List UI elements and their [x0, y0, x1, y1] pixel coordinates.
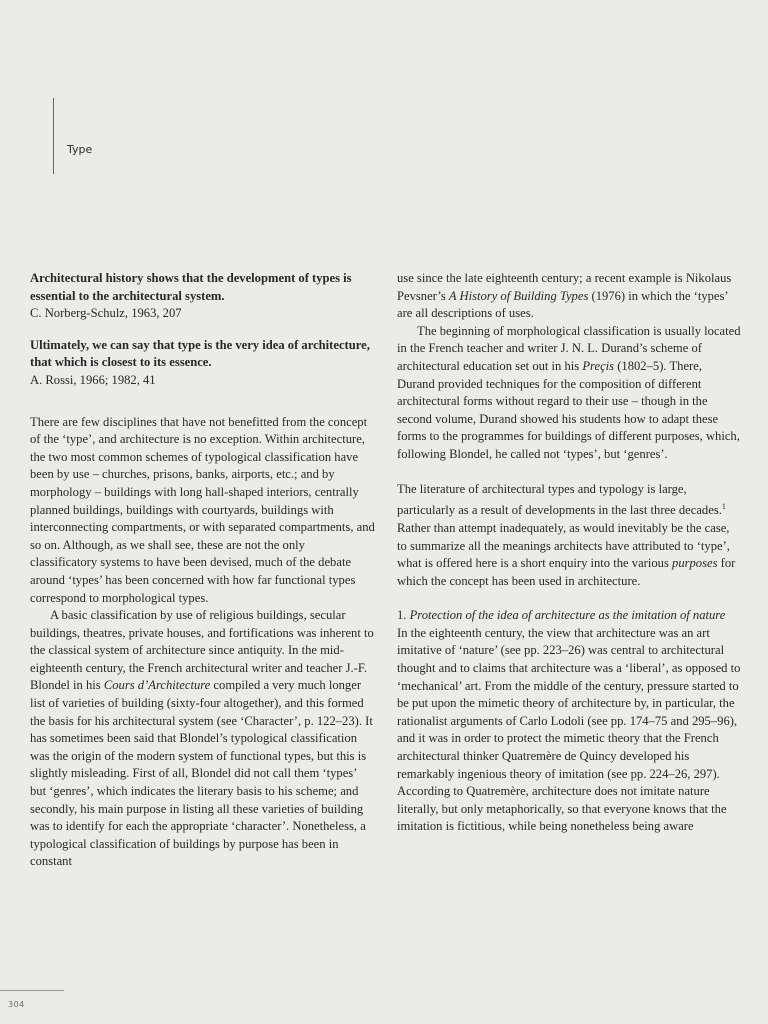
text-run: compiled a very much longer list of varieties of building (sixty-four altogether), and this formed the basis for his architectural system (see ‘Character’, p. 122–23). It has sometimes been said that Blondel’s typological classification was the origin of the modern system of functional types, but this is slightly misleading. First of all, Blondel did not call them ‘types’ but ‘genres’, which indicates the literary basis to his scheme; and secondly, his main purpose in listing all these varieties of building was to identify for each the appropriate ‘character’. Nonetheless, a typological classification of buildings by purpose has been in constant — [30, 678, 373, 869]
epigraph — [30, 270, 375, 323]
text-run: The literature of architectural types and typology is large, particularly as a result of developments in the last three decades. — [397, 481, 722, 518]
left-column — [30, 270, 375, 871]
book-title: Preçis — [582, 358, 615, 373]
section-number: 1. — [397, 608, 407, 623]
body-paragraph — [30, 607, 375, 871]
book-title: Cours d’Architecture — [103, 678, 211, 693]
body-paragraph: In the eighteenth century, the view that architecture was an art imitative of ‘nature’ (see pp. 223–26) was central to architectural thought and to claims that architecture was a ‘liberal’, as opposed to ‘mechanical’ art. From the middle of the century, pressure started to be put upon the mimetic theory of architecture by, in particular, the rationalist arguments of Carlo Lodoli (see pp. 174–75 and 295–96), and it was in order to protect the mimetic theory that the French architectural thinker Quatremère de Quincy developed his remarkably ingenious theory of imitation (see pp. 224–26, 297). According to Quatremère, architecture does not imitate nature literally, but only metaphorically, so that everyone knows that the imitation is fictitious, while being nonetheless being aware — [397, 625, 741, 834]
chapter-rule — [53, 98, 54, 174]
page-number: 304 — [8, 1000, 25, 1009]
text-run: (1802–5). There, Durand provided techniques for the composition of different architectural forms without regard to their use – though in the second volume, Durand showed his students how to adapt these forms to the programmes for buildings of different purposes, which, following Blondel, he called not ‘types’, but ‘genres’. — [397, 358, 740, 461]
text-run: use since the late eighteenth century; a recent example is Nikolaus Pevsner’s — [397, 271, 732, 303]
text-run: The beginning of morphological classification is usually located in the French teacher and writer J. N. L. Durand’s scheme of architectural education set out in his — [397, 323, 741, 373]
epigraph-source: A. Rossi, 1966; 1982, 41 — [30, 372, 156, 387]
chapter-title: Type — [67, 143, 93, 156]
epigraph — [30, 337, 375, 390]
text-run: A basic classification by use of religious buildings, secular buildings, theatres, private houses, and fortifications was inherent to the classical system of architecture since antiquity. In the mid-eighteenth century, the French architectural writer and teacher J.-F. Blondel in his — [30, 608, 374, 693]
text-run: (1976) in which the ‘types’ are all descriptions of uses. — [397, 288, 728, 321]
text-run: for which the concept has been used in architecture. — [397, 556, 736, 588]
text-run: Rather than attempt inadequately, as would inevitably be the case, to summarize all the meanings architects have attributed to ‘type’, what is offered here is a short enquiry into the various — [397, 520, 730, 571]
epigraph-quote: Ultimately, we can say that type is the very idea of architecture, that which is closest to its essence. — [30, 337, 370, 370]
epigraph-quote: Architectural history shows that the development of types is essential to the architectural system. — [30, 271, 352, 303]
body-paragraph — [397, 270, 742, 323]
epigraph-source: C. Norberg-Schulz, 1963, 207 — [30, 306, 182, 321]
emphasis: purposes — [672, 556, 718, 571]
right-column — [397, 270, 742, 836]
book-title: A History of Building Types — [448, 288, 589, 303]
footnote-marker: 1 — [721, 502, 726, 512]
section-heading-text: Protection of the idea of architecture as the imitation of nature — [409, 608, 726, 623]
body-paragraph: There are few disciplines that have not benefitted from the concept of the ‘type’, and architecture is no exception. Within architecture, the two most common schemes of typological classification have been by use – churches, prisons, banks, airports, etc.; and by morphology – buildings with long hall-shaped interiors, centrally planned buildings, buildings with courtyards, buildings with interconnecting compartments, or with separated compartments, and so on. Although, as we shall see, these are not the only classificatory systems to have been devised, much of the debate around ‘types’ has been concerned with how far functional types correspond to morphological types. — [30, 414, 375, 605]
footer-rule — [0, 990, 64, 991]
body-paragraph — [397, 323, 742, 464]
body-paragraph — [397, 481, 742, 591]
section-heading — [397, 607, 742, 625]
